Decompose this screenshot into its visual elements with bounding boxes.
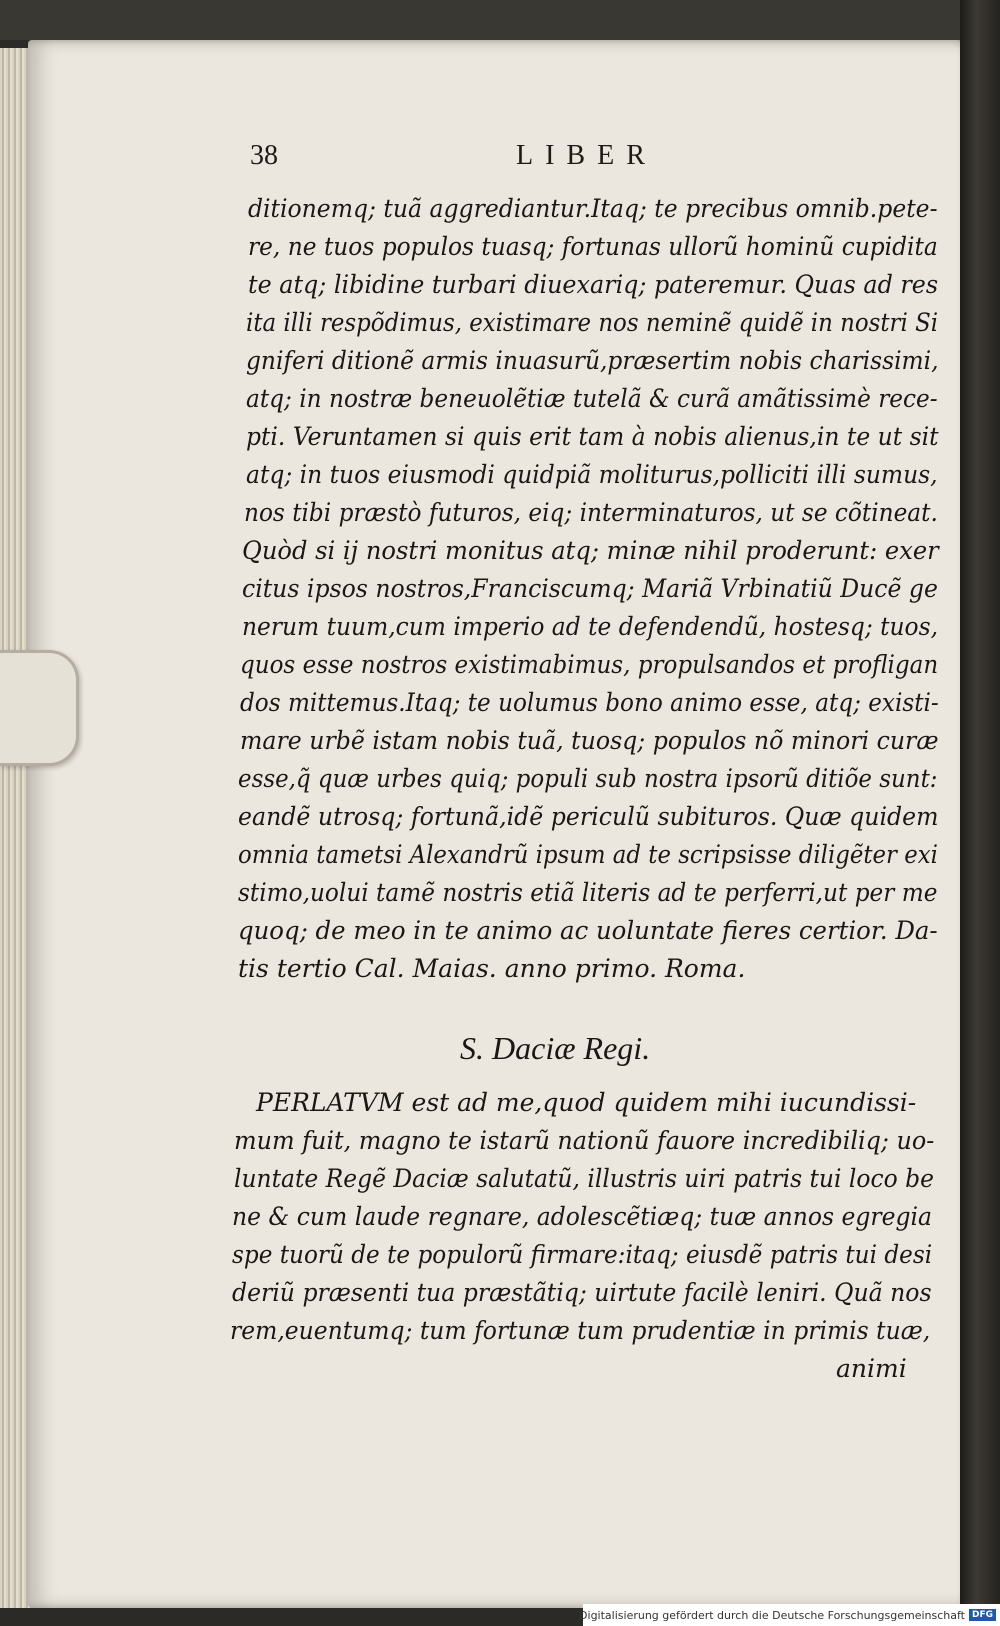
text-line: esse,q̃ quæ urbes quiq; populi sub nostra ipsorũ ditiõe sunt: bbox=[238, 764, 938, 793]
book-cover-top bbox=[0, 0, 1000, 40]
text-line: quoq; de meo in te animo ac uoluntate fieres certior. Da- bbox=[238, 916, 938, 945]
text-line: gniferi ditionẽ armis inuasurũ,præsertim nobis charissimi, bbox=[246, 346, 939, 375]
text-line: eandẽ utrosq; fortunã,idẽ periculũ subituros. Quæ quidem bbox=[238, 802, 939, 831]
running-title: LIBER bbox=[516, 140, 657, 171]
running-head bbox=[250, 140, 710, 180]
text-line: tis tertio Cal. Maias. anno primo. Roma. bbox=[238, 954, 746, 983]
digitization-footer bbox=[579, 1604, 1000, 1626]
text-line: mare urbẽ istam nobis tuã, tuosq; populos nõ minori curæ bbox=[240, 726, 939, 755]
book-clasp bbox=[0, 650, 79, 766]
text-line: dos mittemus.Itaq; te uolumus bono animo esse, atq; existi- bbox=[240, 688, 939, 717]
text-line: pti. Veruntamen si quis erit tam à nobis alienus,in te ut sit bbox=[246, 422, 939, 451]
text-line: luntate Regẽ Daciæ salutatũ, illustris uiri patris tui loco be bbox=[234, 1164, 934, 1193]
text-line: ditionemq; tuã aggrediantur.Itaq; te precibus omnib.pete- bbox=[248, 194, 938, 223]
text-line: rem,euentumq; tum fortunæ tum prudentiæ in primis tuæ, bbox=[230, 1316, 931, 1345]
text-line: atq; in tuos eiusmodi quidpiã moliturus,polliciti illi sumus, bbox=[246, 460, 938, 489]
letter-heading: S. Daciæ Regi. bbox=[460, 1030, 651, 1066]
text-line: te atq; libidine turbari diuexariq; pateremur. Quas ad res bbox=[248, 270, 939, 299]
catchword: animi bbox=[836, 1354, 907, 1383]
text-line: mum fuit, magno te istarũ nationũ fauore incredibiliq; uo- bbox=[234, 1126, 935, 1155]
text-line: atq; in nostræ beneuolẽtiæ tutelã & curã amãtissimè rece- bbox=[246, 384, 938, 413]
text-line: stimo,uolui tamẽ nostris etiã literis ad te perferri,ut per me bbox=[238, 878, 938, 907]
text-line: quos esse nostros existimabimus, propulsandos et profligan bbox=[240, 650, 939, 679]
text-line: omnia tametsi Alexandrũ ipsum ad te scripsisse diligẽter exi bbox=[238, 840, 938, 869]
page-number: 38 bbox=[250, 140, 278, 171]
text-line: deriũ præsenti tua præstãtiq; uirtute facilè leniri. Quã nos bbox=[232, 1278, 932, 1307]
text-line: spe tuorũ de te populorũ firmare:itaq; eiusdẽ patris tui desi bbox=[232, 1240, 933, 1269]
text-line: nos tibi præstò futuros, eiq; interminaturos, ut se cõtineat. bbox=[244, 498, 938, 527]
book-cover-right bbox=[960, 0, 1000, 1626]
dfg-logo-icon: DFG bbox=[969, 1609, 996, 1621]
text-line: PERLATVM est ad me,quod quidem mihi iucundissi- bbox=[256, 1088, 917, 1117]
text-line: ne & cum laude regnare, adolescẽtiæq; tuæ annos egregia bbox=[232, 1202, 932, 1231]
text-line: Quòd si ij nostri monitus atq; minæ nihil proderunt: exer bbox=[242, 536, 939, 565]
text-line: citus ipsos nostros,Franciscumq; Mariã Vrbinatiũ Ducẽ ge bbox=[242, 574, 938, 603]
footer-credit: Digitalisierung gefördert durch die Deutsche Forschungsgemeinschaft bbox=[579, 1608, 965, 1622]
text-line: re, ne tuos populos tuasq; fortunas ullorũ hominũ cupidita bbox=[248, 232, 938, 261]
text-line: ita illi respõdimus, existimare nos neminẽ quidẽ in nostri Si bbox=[246, 308, 939, 337]
text-line: nerum tuum,cum imperio ad te defendendũ, hostesq; tuos, bbox=[242, 612, 939, 641]
